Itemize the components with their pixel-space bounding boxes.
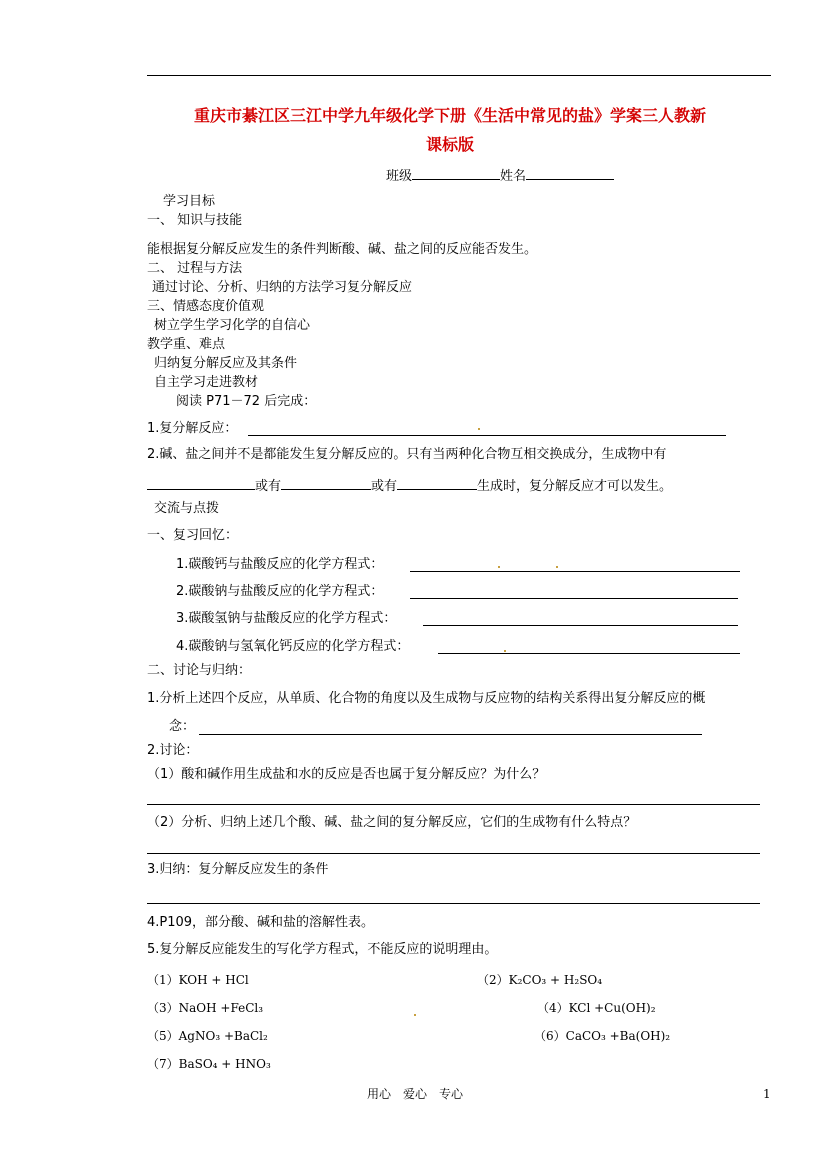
name-label: 姓名 <box>500 169 527 184</box>
exercise-1: （1）KOH + HCl <box>147 973 249 987</box>
obj1-text: 能根据复分解反应发生的条件判断酸、碱、盐之间的反应能否发生。 <box>147 242 538 257</box>
review-blank-2[interactable] <box>410 598 738 599</box>
q2-or-2: 或有 <box>371 479 398 494</box>
discuss-1-line2: 念： <box>169 719 196 734</box>
self-study-heading: 自主学习走进教材 <box>154 375 259 390</box>
review-item-3: 3.碳酸氢钠与盐酸反应的化学方程式： <box>176 611 397 626</box>
q2-blank-2[interactable] <box>281 475 371 490</box>
class-label: 班级 <box>386 169 413 184</box>
speck <box>478 428 480 430</box>
exchange-heading: 交流与点拨 <box>154 501 220 516</box>
class-blank[interactable] <box>412 165 500 180</box>
review-blank-1[interactable] <box>410 571 740 572</box>
objectives-heading: 学习目标 <box>163 194 216 209</box>
concept-blank[interactable] <box>199 734 702 735</box>
class-name-line <box>386 165 614 186</box>
obj2-heading: 二、 过程与方法 <box>147 261 243 276</box>
speck <box>498 566 500 568</box>
review-item-4: 4.碳酸钠与氢氧化钙反应的化学方程式： <box>176 639 410 654</box>
exercise-5: （5）AgNO₃ +BaCl₂ <box>147 1029 268 1043</box>
review-item-2: 2.碳酸钠与盐酸反应的化学方程式： <box>176 584 384 599</box>
discuss-1-line1: 1.分析上述四个反应，从单质、化合物的角度以及生成物与反应物的结构关系得出复分解反应的概 <box>147 691 706 706</box>
obj2-text: 通过讨论、分析、归纳的方法学习复分解反应 <box>152 280 413 295</box>
page-footer: 用心 爱心 专心 <box>367 1087 464 1101</box>
q2-line1: 2.碱、盐之间并不是都能发生复分解反应的。只有当两种化合物互相交换成分，生成物中有 <box>147 447 667 462</box>
discuss-4: 4.P109，部分酸、碱和盐的溶解性表。 <box>147 915 375 930</box>
obj1-heading: 一、 知识与技能 <box>147 213 243 228</box>
discuss-2-heading: 2.讨论： <box>147 743 199 758</box>
header-rule <box>147 75 771 76</box>
q2-line2 <box>147 475 672 496</box>
obj3-heading: 三、情感态度价值观 <box>147 299 265 314</box>
q2-blank-1[interactable] <box>147 475 255 490</box>
q2-tail: 生成时，复分解反应才可以发生。 <box>477 479 673 494</box>
discuss-3-answer[interactable] <box>147 903 760 904</box>
q1-label: 1.复分解反应： <box>147 421 238 436</box>
name-blank[interactable] <box>526 165 614 180</box>
exercise-3: （3）NaOH +FeCl₃ <box>147 1001 264 1015</box>
discuss-5: 5.复分解反应能发生的写化学方程式，不能反应的说明理由。 <box>147 942 498 957</box>
speck <box>504 650 506 652</box>
q2-or-1: 或有 <box>255 479 282 494</box>
discuss-2-q1-answer[interactable] <box>147 804 760 805</box>
obj3-text: 树立学生学习化学的自信心 <box>154 318 311 333</box>
q1-blank[interactable] <box>248 435 726 436</box>
key-points-heading: 教学重、难点 <box>147 337 226 352</box>
discuss-2-q2-answer[interactable] <box>147 853 760 854</box>
review-item-1: 1.碳酸钙与盐酸反应的化学方程式： <box>176 557 384 572</box>
discuss-2-q2: （2）分析、归纳上述几个酸、碱、盐之间的复分解反应，它们的生成物有什么特点？ <box>147 815 637 830</box>
review-blank-4[interactable] <box>438 653 740 654</box>
discuss-2-q1: （1）酸和碱作用生成盐和水的反应是否也属于复分解反应？为什么？ <box>147 767 546 782</box>
exercise-7: （7）BaSO₄ + HNO₃ <box>147 1057 271 1071</box>
doc-title-line2: 课标版 <box>425 135 474 154</box>
review-blank-3[interactable] <box>423 625 738 626</box>
q2-blank-3[interactable] <box>397 475 477 490</box>
exercise-6: （6）CaCO₃ +Ba(OH)₂ <box>534 1029 671 1043</box>
exercise-2: （2）K₂CO₃ + H₂SO₄ <box>477 973 603 987</box>
key-points-text: 归纳复分解反应及其条件 <box>154 356 298 371</box>
discuss-heading: 二、讨论与归纳： <box>147 663 252 678</box>
reading-instruction: 阅读 P71－72 后完成： <box>176 394 317 409</box>
page-number: 1 <box>763 1087 771 1101</box>
speck <box>556 566 558 568</box>
review-heading: 一、复习回忆： <box>147 528 239 543</box>
doc-title-line1: 重庆市綦江区三江中学九年级化学下册《生活中常见的盐》学案三人教新 <box>193 106 706 125</box>
exercise-4: （4）KCl +Cu(OH)₂ <box>537 1001 656 1015</box>
speck <box>414 1014 416 1016</box>
discuss-3: 3.归纳：复分解反应发生的条件 <box>147 862 329 877</box>
